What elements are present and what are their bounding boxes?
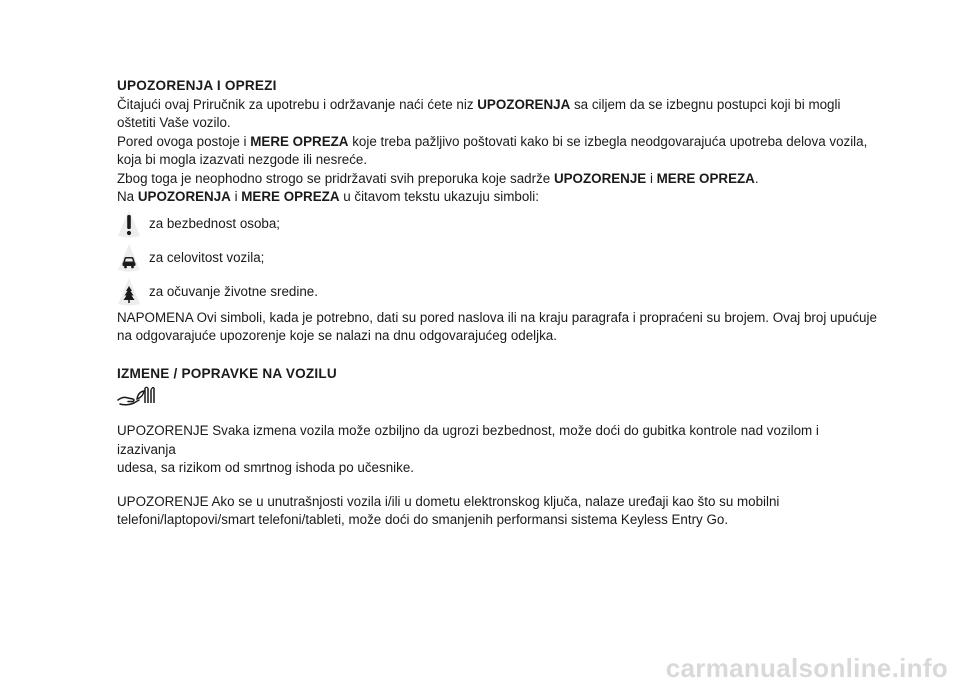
warning-modifications-cont: udesa, sa rizikom od smrtnog ishoda po učesnike. xyxy=(117,460,414,475)
warning-keyless: UPOZORENJE Ako se u unutrašnjosti vozila i/ili u dometu elektronskog ključa, nalaze uređaji kao što su mobilni xyxy=(117,493,780,509)
paragraph-precautions: Pored ovoga postoje i MERE OPREZA koje treba pažljivo poštovati kako bi se izbegla neodgovarajuća upotreba delova vozila, xyxy=(117,133,868,149)
section-title-warnings: UPOZORENJA I OPREZI xyxy=(117,78,277,93)
warning-keyless-cont: telefoni/laptopovi/smart telefoni/tableti, može doći do smanjenih performansi sistema Keyless Entry Go. xyxy=(117,512,729,527)
paragraph-intro-cont: oštetiti Vaše vozilo. xyxy=(117,115,231,130)
warning-tree-icon xyxy=(117,277,141,307)
paragraph-compliance: Zbog toga je neophodno strogo se pridržavati svih preporuka koje sadrže UPOZORENJE i MERE OPREZA. xyxy=(117,170,759,186)
section-title-modifications: IZMENE / POPRAVKE NA VOZILU xyxy=(117,365,337,381)
symbol-row-persons xyxy=(117,208,877,241)
symbol-row-environment xyxy=(117,276,877,309)
hand-leaf-icon xyxy=(117,385,157,407)
symbol-row-vehicle xyxy=(117,242,877,275)
paragraph-intro: Čitajući ovaj Priručnik za upotrebu i održavanje naći ćete niz UPOZORENJA sa ciljem da se izbegnu postupci koji bi mogli xyxy=(117,96,841,112)
watermark-text: carmanualsonline.info xyxy=(665,652,948,683)
paragraph-symbols-intro: Na UPOZORENJA i MERE OPREZA u čitavom tekstu ukazuju simboli: xyxy=(117,189,539,204)
warning-car-icon xyxy=(117,243,141,273)
symbol-label: za bezbednost osoba; xyxy=(149,215,281,231)
symbol-label: za očuvanje životne sredine. xyxy=(149,283,318,299)
warning-person-icon xyxy=(117,209,141,239)
note-paragraph-cont: na odgovarajuće upozorenje koje se nalazi na dnu odgovarajućeg odeljka. xyxy=(117,328,557,343)
manual-page xyxy=(117,77,877,530)
note-paragraph: NAPOMENA Ovi simboli, kada je potrebno, dati su pored naslova ili na kraju paragrafa i propraćeni su brojem. Ovaj broj upućuje xyxy=(117,309,877,325)
paragraph-precautions-cont: koja bi mogla izazvati nezgode ili nesreće. xyxy=(117,152,368,167)
warning-modifications: UPOZORENJE Svaka izmena vozila može ozbiljno da ugrozi bezbednost, može doći do gubitka kontrole nad vozilom i izazivanja xyxy=(117,423,819,457)
symbol-label: za celovitost vozila; xyxy=(149,249,265,265)
